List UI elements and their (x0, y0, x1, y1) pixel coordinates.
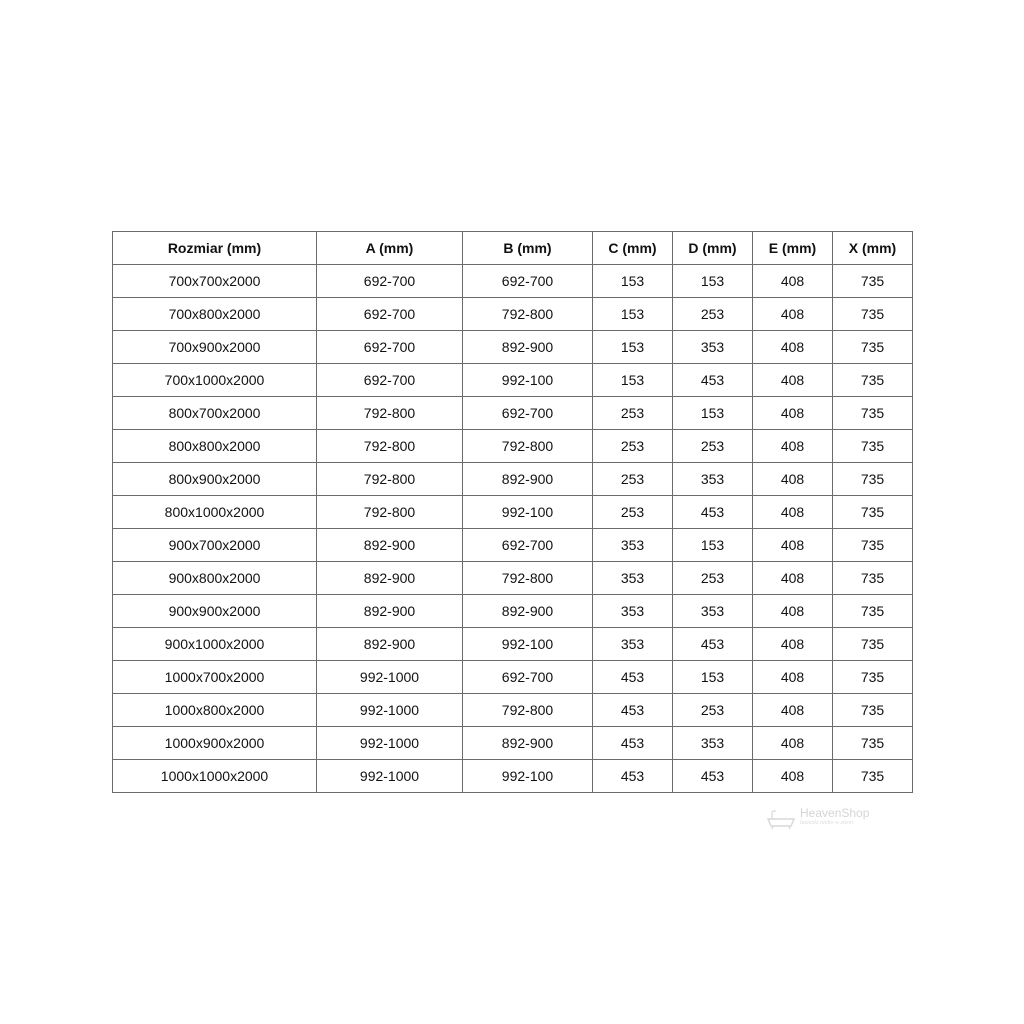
table-row (113, 397, 913, 430)
cell-a: 792-800 (317, 496, 463, 529)
cell-c: 253 (593, 496, 673, 529)
cell-d: 453 (673, 364, 753, 397)
cell-a: 892-900 (317, 595, 463, 628)
cell-x: 735 (833, 265, 913, 298)
cell-d: 153 (673, 397, 753, 430)
cell-c: 153 (593, 265, 673, 298)
cell-rozmiar: 800x900x2000 (113, 463, 317, 496)
cell-a: 992-1000 (317, 760, 463, 793)
cell-b: 692-700 (463, 529, 593, 562)
cell-a: 892-900 (317, 562, 463, 595)
cell-rozmiar: 900x900x2000 (113, 595, 317, 628)
cell-b: 792-800 (463, 562, 593, 595)
cell-a: 792-800 (317, 430, 463, 463)
cell-d: 253 (673, 298, 753, 331)
table-row (113, 265, 913, 298)
cell-c: 353 (593, 529, 673, 562)
cell-c: 453 (593, 760, 673, 793)
cell-b: 892-900 (463, 463, 593, 496)
cell-x: 735 (833, 694, 913, 727)
cell-b: 692-700 (463, 661, 593, 694)
cell-c: 453 (593, 661, 673, 694)
cell-a: 792-800 (317, 397, 463, 430)
cell-c: 253 (593, 463, 673, 496)
cell-x: 735 (833, 628, 913, 661)
cell-rozmiar: 1000x1000x2000 (113, 760, 317, 793)
cell-a: 692-700 (317, 364, 463, 397)
cell-rozmiar: 800x1000x2000 (113, 496, 317, 529)
cell-b: 692-700 (463, 265, 593, 298)
table-body (113, 265, 913, 793)
cell-d: 453 (673, 496, 753, 529)
table-row (113, 364, 913, 397)
cell-b: 992-100 (463, 760, 593, 793)
cell-e: 408 (753, 727, 833, 760)
cell-b: 792-800 (463, 430, 593, 463)
cell-rozmiar: 700x900x2000 (113, 331, 317, 364)
table-row (113, 562, 913, 595)
cell-c: 353 (593, 595, 673, 628)
header-d: D (mm) (673, 232, 753, 265)
cell-b: 992-100 (463, 628, 593, 661)
cell-c: 253 (593, 397, 673, 430)
cell-b: 892-900 (463, 727, 593, 760)
cell-c: 153 (593, 298, 673, 331)
cell-c: 153 (593, 364, 673, 397)
cell-e: 408 (753, 331, 833, 364)
table-row (113, 727, 913, 760)
table-row (113, 496, 913, 529)
cell-d: 353 (673, 727, 753, 760)
dimensions-table (112, 231, 913, 793)
table-row (113, 694, 913, 727)
cell-e: 408 (753, 760, 833, 793)
cell-e: 408 (753, 496, 833, 529)
watermark-brand: HeavenShop (800, 806, 870, 820)
cell-d: 353 (673, 331, 753, 364)
cell-x: 735 (833, 298, 913, 331)
header-c: C (mm) (593, 232, 673, 265)
cell-rozmiar: 700x1000x2000 (113, 364, 317, 397)
cell-a: 992-1000 (317, 694, 463, 727)
cell-e: 408 (753, 595, 833, 628)
cell-c: 153 (593, 331, 673, 364)
header-e: E (mm) (753, 232, 833, 265)
cell-d: 253 (673, 562, 753, 595)
cell-a: 892-900 (317, 529, 463, 562)
heavenshop-watermark (766, 806, 876, 832)
cell-b: 692-700 (463, 397, 593, 430)
cell-d: 253 (673, 694, 753, 727)
table-row (113, 298, 913, 331)
cell-e: 408 (753, 430, 833, 463)
cell-d: 153 (673, 661, 753, 694)
table-row (113, 463, 913, 496)
cell-c: 353 (593, 628, 673, 661)
cell-c: 453 (593, 694, 673, 727)
cell-d: 153 (673, 529, 753, 562)
cell-rozmiar: 700x800x2000 (113, 298, 317, 331)
cell-b: 992-100 (463, 496, 593, 529)
cell-e: 408 (753, 364, 833, 397)
cell-e: 408 (753, 628, 833, 661)
cell-x: 735 (833, 496, 913, 529)
bathtub-icon (766, 810, 796, 830)
cell-rozmiar: 700x700x2000 (113, 265, 317, 298)
cell-x: 735 (833, 463, 913, 496)
cell-b: 992-100 (463, 364, 593, 397)
table-row (113, 595, 913, 628)
cell-d: 353 (673, 595, 753, 628)
cell-b: 792-800 (463, 694, 593, 727)
cell-d: 253 (673, 430, 753, 463)
cell-a: 692-700 (317, 298, 463, 331)
cell-e: 408 (753, 298, 833, 331)
cell-b: 792-800 (463, 298, 593, 331)
cell-d: 453 (673, 760, 753, 793)
cell-a: 792-800 (317, 463, 463, 496)
cell-a: 892-900 (317, 628, 463, 661)
cell-a: 692-700 (317, 265, 463, 298)
table-row (113, 628, 913, 661)
cell-rozmiar: 800x800x2000 (113, 430, 317, 463)
header-x: X (mm) (833, 232, 913, 265)
cell-x: 735 (833, 529, 913, 562)
header-b: B (mm) (463, 232, 593, 265)
cell-c: 353 (593, 562, 673, 595)
cell-x: 735 (833, 595, 913, 628)
cell-x: 735 (833, 661, 913, 694)
header-a: A (mm) (317, 232, 463, 265)
watermark-tagline: łazienki niebo w ziemi (800, 820, 854, 826)
cell-d: 453 (673, 628, 753, 661)
cell-e: 408 (753, 661, 833, 694)
cell-rozmiar: 900x1000x2000 (113, 628, 317, 661)
cell-rozmiar: 900x700x2000 (113, 529, 317, 562)
table-row (113, 529, 913, 562)
cell-rozmiar: 900x800x2000 (113, 562, 317, 595)
table-header-row (113, 232, 913, 265)
cell-e: 408 (753, 562, 833, 595)
cell-a: 992-1000 (317, 727, 463, 760)
cell-c: 453 (593, 727, 673, 760)
header-rozmiar: Rozmiar (mm) (113, 232, 317, 265)
cell-a: 692-700 (317, 331, 463, 364)
cell-x: 735 (833, 562, 913, 595)
cell-rozmiar: 1000x700x2000 (113, 661, 317, 694)
cell-rozmiar: 800x700x2000 (113, 397, 317, 430)
table-row (113, 430, 913, 463)
cell-b: 892-900 (463, 595, 593, 628)
cell-e: 408 (753, 694, 833, 727)
cell-d: 153 (673, 265, 753, 298)
cell-e: 408 (753, 463, 833, 496)
cell-a: 992-1000 (317, 661, 463, 694)
cell-x: 735 (833, 364, 913, 397)
cell-e: 408 (753, 397, 833, 430)
cell-x: 735 (833, 397, 913, 430)
table-row (113, 661, 913, 694)
cell-rozmiar: 1000x800x2000 (113, 694, 317, 727)
cell-d: 353 (673, 463, 753, 496)
cell-x: 735 (833, 727, 913, 760)
table-row (113, 760, 913, 793)
cell-c: 253 (593, 430, 673, 463)
cell-x: 735 (833, 331, 913, 364)
cell-e: 408 (753, 529, 833, 562)
table-row (113, 331, 913, 364)
cell-rozmiar: 1000x900x2000 (113, 727, 317, 760)
cell-x: 735 (833, 430, 913, 463)
cell-b: 892-900 (463, 331, 593, 364)
cell-x: 735 (833, 760, 913, 793)
cell-e: 408 (753, 265, 833, 298)
